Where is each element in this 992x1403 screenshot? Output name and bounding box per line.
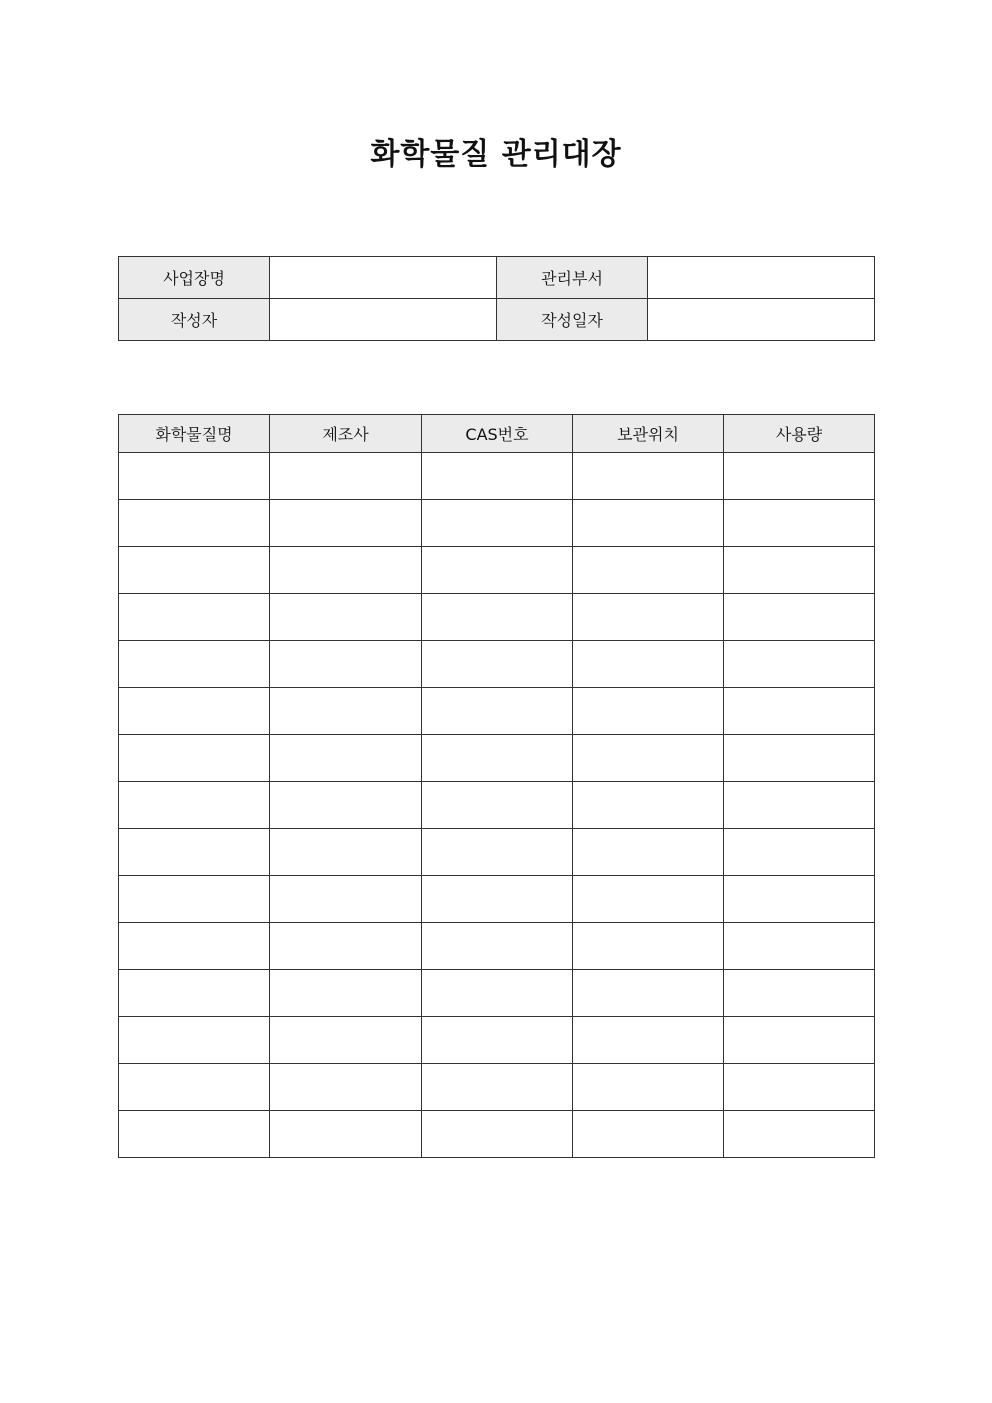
storage-location-cell[interactable] — [573, 876, 724, 923]
chemical-name-cell[interactable] — [119, 547, 270, 594]
site-name-label: 사업장명 — [119, 257, 270, 299]
manufacturer-cell[interactable] — [270, 688, 422, 735]
info-row-author — [119, 299, 875, 341]
usage-amount-cell[interactable] — [724, 735, 875, 782]
usage-amount-cell[interactable] — [724, 782, 875, 829]
cas-number-cell[interactable] — [422, 547, 573, 594]
storage-location-cell[interactable] — [573, 735, 724, 782]
manufacturer-cell[interactable] — [270, 641, 422, 688]
storage-location-cell[interactable] — [573, 1064, 724, 1111]
manufacturer-cell[interactable] — [270, 1064, 422, 1111]
usage-amount-cell[interactable] — [724, 970, 875, 1017]
cas-number-cell[interactable] — [422, 594, 573, 641]
chemical-name-cell[interactable] — [119, 1111, 270, 1158]
storage-location-cell[interactable] — [573, 547, 724, 594]
usage-amount-cell[interactable] — [724, 500, 875, 547]
chemical-name-cell[interactable] — [119, 923, 270, 970]
table-row — [119, 923, 875, 970]
table-row — [119, 829, 875, 876]
usage-amount-cell[interactable] — [724, 547, 875, 594]
manufacturer-cell[interactable] — [270, 782, 422, 829]
chemical-name-cell[interactable] — [119, 594, 270, 641]
department-field[interactable] — [648, 257, 875, 299]
cas-number-cell[interactable] — [422, 782, 573, 829]
ledger-body — [119, 453, 875, 1158]
usage-amount-cell[interactable] — [724, 453, 875, 500]
cas-number-cell[interactable] — [422, 970, 573, 1017]
chemical-name-cell[interactable] — [119, 500, 270, 547]
chemical-name-cell[interactable] — [119, 641, 270, 688]
cas-number-cell[interactable] — [422, 1111, 573, 1158]
chemical-name-cell[interactable] — [119, 782, 270, 829]
table-row — [119, 688, 875, 735]
chemical-name-cell[interactable] — [119, 688, 270, 735]
column-header-cas-number: CAS번호 — [422, 415, 573, 453]
usage-amount-cell[interactable] — [724, 923, 875, 970]
manufacturer-cell[interactable] — [270, 453, 422, 500]
table-row — [119, 876, 875, 923]
info-table — [118, 256, 875, 341]
column-header-chemical-name: 화학물질명 — [119, 415, 270, 453]
chemical-name-cell[interactable] — [119, 735, 270, 782]
cas-number-cell[interactable] — [422, 829, 573, 876]
site-name-field[interactable] — [270, 257, 497, 299]
author-label: 작성자 — [119, 299, 270, 341]
cas-number-cell[interactable] — [422, 735, 573, 782]
author-field[interactable] — [270, 299, 497, 341]
table-row — [119, 735, 875, 782]
table-row — [119, 453, 875, 500]
manufacturer-cell[interactable] — [270, 1111, 422, 1158]
storage-location-cell[interactable] — [573, 923, 724, 970]
cas-number-cell[interactable] — [422, 453, 573, 500]
page-title: 화학물질 관리대장 — [370, 137, 622, 172]
usage-amount-cell[interactable] — [724, 1111, 875, 1158]
chemical-name-cell[interactable] — [119, 829, 270, 876]
chemical-ledger-table — [118, 414, 875, 1158]
cas-number-cell[interactable] — [422, 1064, 573, 1111]
chemical-name-cell[interactable] — [119, 1064, 270, 1111]
date-label: 작성일자 — [497, 299, 648, 341]
usage-amount-cell[interactable] — [724, 1064, 875, 1111]
storage-location-cell[interactable] — [573, 688, 724, 735]
cas-number-cell[interactable] — [422, 500, 573, 547]
manufacturer-cell[interactable] — [270, 594, 422, 641]
manufacturer-cell[interactable] — [270, 876, 422, 923]
storage-location-cell[interactable] — [573, 594, 724, 641]
table-row — [119, 594, 875, 641]
table-row — [119, 1111, 875, 1158]
usage-amount-cell[interactable] — [724, 876, 875, 923]
cas-number-cell[interactable] — [422, 688, 573, 735]
chemical-name-cell[interactable] — [119, 1017, 270, 1064]
info-row-site — [119, 257, 875, 299]
storage-location-cell[interactable] — [573, 782, 724, 829]
cas-number-cell[interactable] — [422, 923, 573, 970]
chemical-name-cell[interactable] — [119, 453, 270, 500]
manufacturer-cell[interactable] — [270, 829, 422, 876]
manufacturer-cell[interactable] — [270, 970, 422, 1017]
manufacturer-cell[interactable] — [270, 735, 422, 782]
table-row — [119, 500, 875, 547]
usage-amount-cell[interactable] — [724, 688, 875, 735]
manufacturer-cell[interactable] — [270, 1017, 422, 1064]
manufacturer-cell[interactable] — [270, 500, 422, 547]
storage-location-cell[interactable] — [573, 829, 724, 876]
cas-number-cell[interactable] — [422, 1017, 573, 1064]
ledger-header-row — [119, 415, 875, 453]
manufacturer-cell[interactable] — [270, 923, 422, 970]
storage-location-cell[interactable] — [573, 453, 724, 500]
table-row — [119, 1064, 875, 1111]
usage-amount-cell[interactable] — [724, 829, 875, 876]
column-header-manufacturer: 제조사 — [270, 415, 422, 453]
chemical-name-cell[interactable] — [119, 876, 270, 923]
cas-number-cell[interactable] — [422, 876, 573, 923]
cas-number-cell[interactable] — [422, 641, 573, 688]
storage-location-cell[interactable] — [573, 970, 724, 1017]
usage-amount-cell[interactable] — [724, 594, 875, 641]
table-row — [119, 1017, 875, 1064]
manufacturer-cell[interactable] — [270, 547, 422, 594]
department-label: 관리부서 — [497, 257, 648, 299]
chemical-name-cell[interactable] — [119, 970, 270, 1017]
table-row — [119, 970, 875, 1017]
storage-location-cell[interactable] — [573, 1111, 724, 1158]
column-header-usage-amount: 사용량 — [724, 415, 875, 453]
usage-amount-cell[interactable] — [724, 641, 875, 688]
table-row — [119, 547, 875, 594]
date-field[interactable] — [648, 299, 875, 341]
storage-location-cell[interactable] — [573, 500, 724, 547]
usage-amount-cell[interactable] — [724, 1017, 875, 1064]
table-row — [119, 782, 875, 829]
table-row — [119, 641, 875, 688]
storage-location-cell[interactable] — [573, 1017, 724, 1064]
storage-location-cell[interactable] — [573, 641, 724, 688]
column-header-storage-location: 보관위치 — [573, 415, 724, 453]
